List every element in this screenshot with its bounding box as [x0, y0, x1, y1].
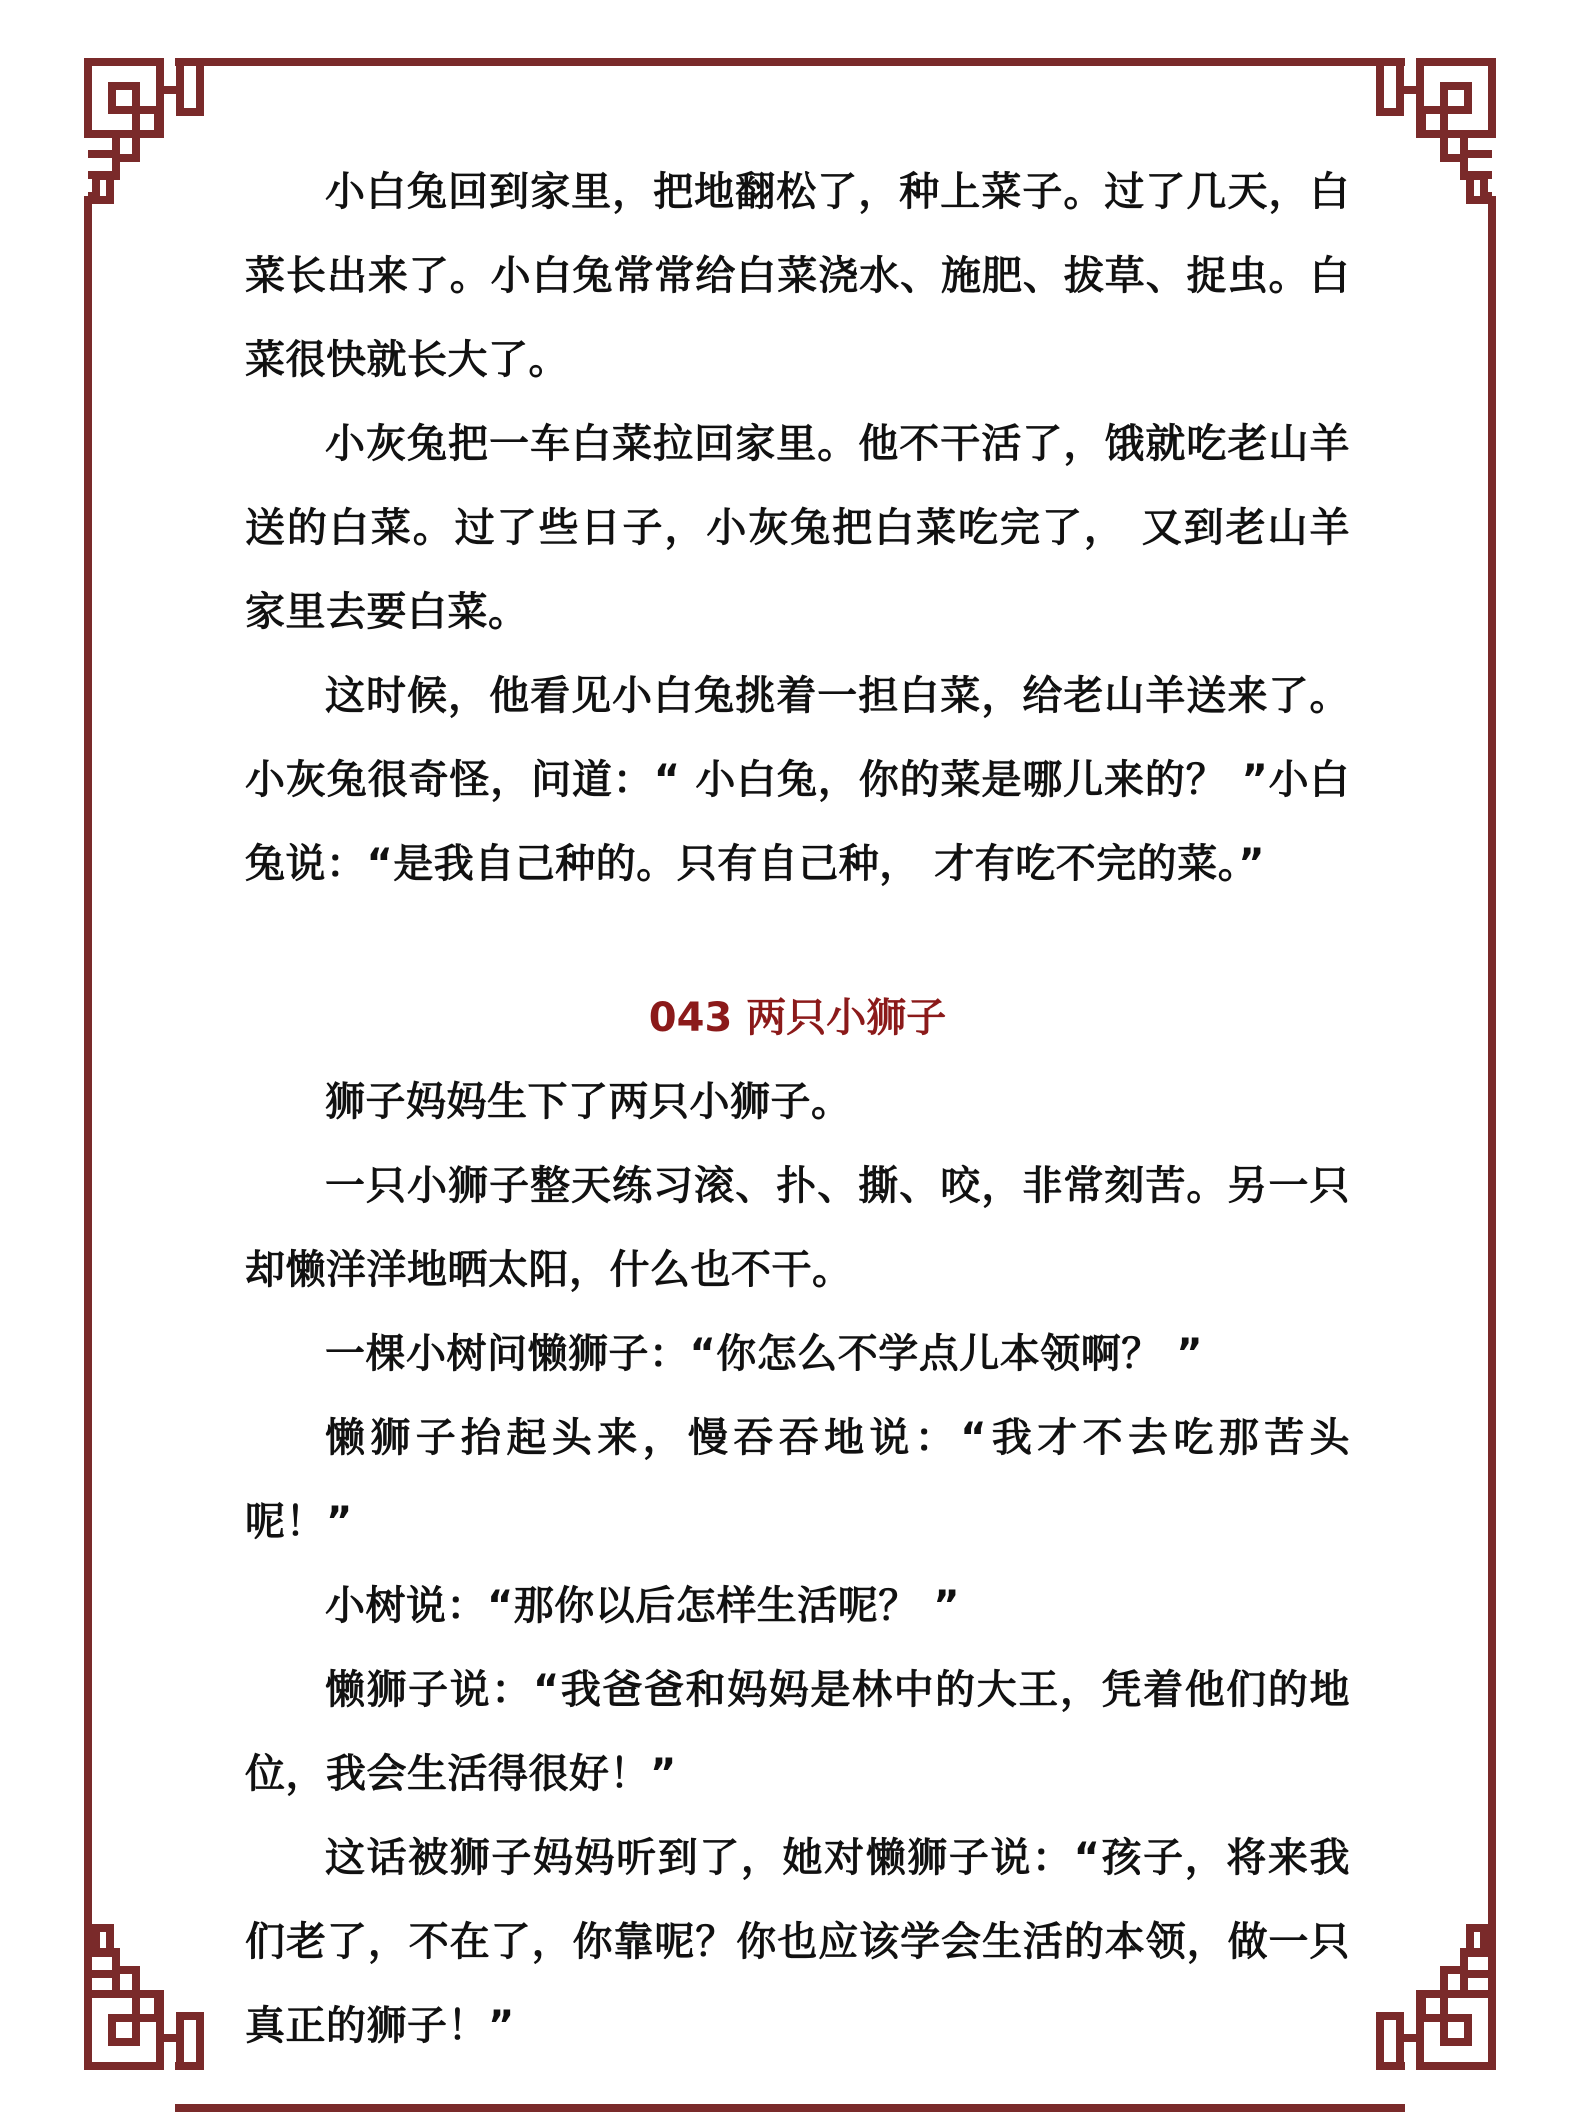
paragraph: 这时候，他看见小白兔挑着一担白菜，给老山羊送来了。小灰兔很奇怪，问道：“ 小白兔，你的菜是哪儿来的？ ”小白兔说：“是我自己种的。只有自己种， 才有吃不完的菜。”	[245, 673, 1350, 887]
paragraph: 狮子妈妈生下了两只小狮子。	[325, 1079, 852, 1125]
paragraph: 懒狮子抬起头来，慢吞吞地说：“我才不去吃那苦头呢！”	[245, 1415, 1350, 1545]
paragraph: 一棵小树问懒狮子：“你怎么不学点儿本领啊？ ”	[325, 1331, 1204, 1377]
paragraph: 懒狮子说：“我爸爸和妈妈是林中的大王，凭着他们的地位，我会生活得很好！”	[245, 1667, 1350, 1797]
paragraph: 小白兔回到家里，把地翻松了，种上菜子。过了几天，白菜长出来了。小白兔常常给白菜浇水、施肥、拔草、捉虫。白菜很快就长大了。	[245, 169, 1350, 383]
page-content	[245, 150, 1350, 2068]
paragraph: 小灰兔把一车白菜拉回家里。他不干活了，饿就吃老山羊送的白菜。过了些日子，小灰兔把白菜吃完了， 又到老山羊家里去要白菜。	[245, 421, 1350, 635]
story-title: 043 两只小狮子	[648, 995, 947, 1041]
paragraph: 小树说：“那你以后怎样生活呢？ ”	[325, 1583, 961, 1629]
paragraph: 一只小狮子整天练习滚、扑、撕、咬，非常刻苦。另一只却懒洋洋地晒太阳，什么也不干。	[245, 1163, 1350, 1293]
paragraph: 这话被狮子妈妈听到了，她对懒狮子说：“孩子，将来我们老了，不在了，你靠呢？你也应该学会生活的本领，做一只真正的狮子！”	[245, 1835, 1350, 2049]
